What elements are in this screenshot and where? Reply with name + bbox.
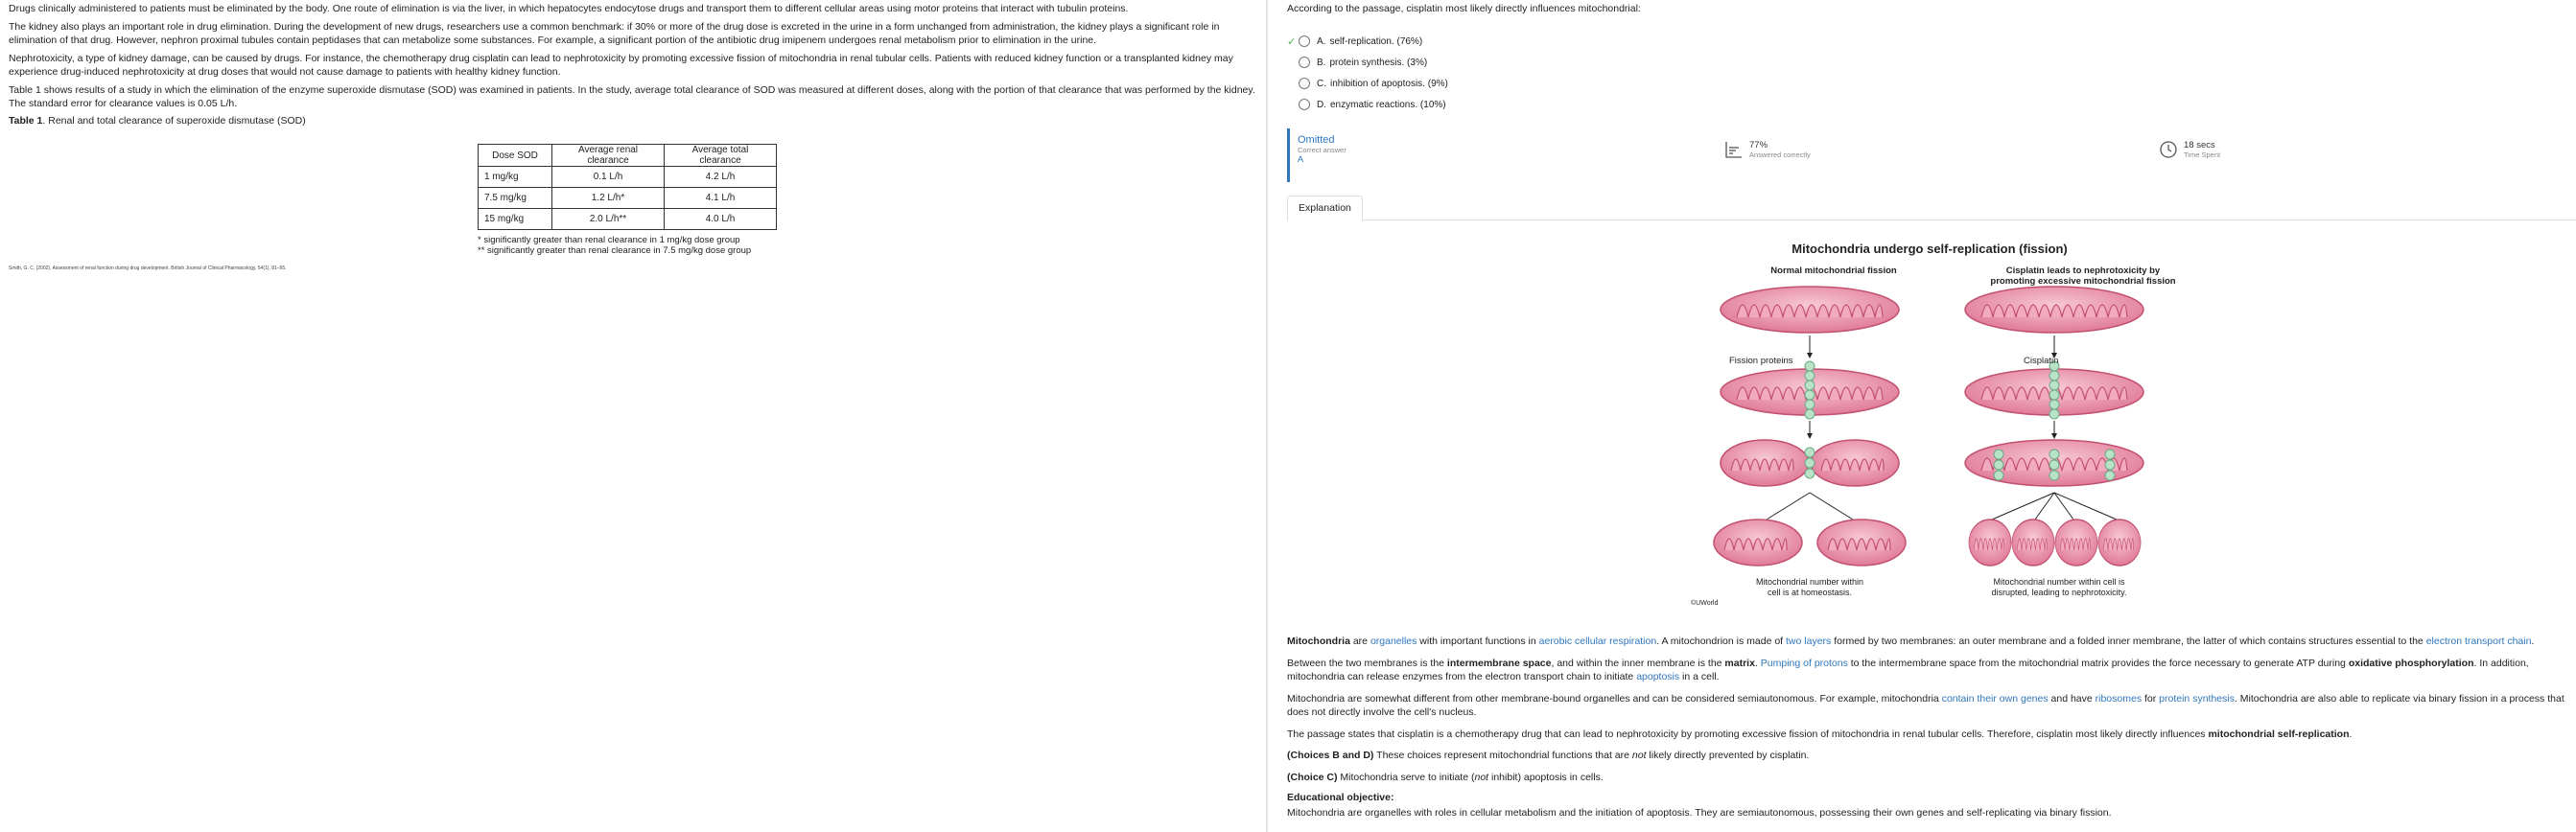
passage-pane: [0, 0, 1266, 832]
mitochondria-figure: [1287, 242, 2572, 635]
passage-paragraph: Drugs clinically administered to patients must be eliminated by the body. One route of elimination is via the liver, in which hepatocytes endocytose drugs and transport them to different cellular areas using motor proteins that interact with tubulin proteins.: [9, 3, 1129, 14]
link-aerobic-respiration[interactable]: aerobic cellular respiration: [1538, 636, 1657, 647]
clearance-table: [478, 144, 777, 230]
figure-title: Mitochondria undergo self-replication (fission): [1791, 242, 2068, 256]
table-header-cell: Average renal clearance: [552, 145, 665, 167]
left-column-title: Normal mitochondrial fission: [1770, 266, 1897, 276]
fragmented-mitochondria: [1969, 520, 2141, 566]
table-header-row: [479, 145, 777, 167]
radio-button[interactable]: [1299, 57, 1310, 68]
explanation-body: [1287, 635, 2572, 820]
link-ribosomes[interactable]: ribosomes: [2095, 692, 2143, 705]
time-label: Time Spent: [2184, 150, 2221, 159]
time-value: 18 secs: [2184, 140, 2215, 150]
table-cell: 1 mg/kg: [479, 167, 552, 188]
choice-letter: D.: [1317, 99, 1326, 110]
choice-text: enzymatic reactions. (10%): [1330, 99, 1446, 110]
normal-mitochondrion-1: [1721, 287, 1899, 333]
choice-text: protein synthesis. (3%): [1329, 57, 1428, 68]
choice-c[interactable]: [1287, 73, 2576, 94]
cisplatin-label: Cisplatin: [2024, 356, 2059, 366]
choice-d[interactable]: [1287, 94, 2576, 115]
clock-icon: [2159, 140, 2178, 159]
right-caption: Mitochondrial number within cell is disrupted, leading to nephrotoxicity.: [1991, 577, 2127, 597]
cisplatin-mitochondrion-1: [1965, 287, 2143, 333]
table-footnotes: [478, 235, 1257, 256]
explanation-paragraph: Mitochondria are organelles with important functions in aerobic cellular respiration. A mitochondrion is made of two layers formed by two membranes: an outer membrane and a folded inner membrane, the latter of which contains structures essential to the electron transport chain.: [1287, 636, 2535, 647]
table-caption-label: Table 1: [9, 115, 43, 127]
answer-status: [1298, 134, 1347, 164]
choice-letter: B.: [1317, 57, 1326, 68]
table-row: [479, 188, 777, 209]
right-title-line: Cisplatin leads to nephrotoxicity by: [2005, 266, 2161, 276]
table-cell: 15 mg/kg: [479, 209, 552, 230]
check-icon: ✓: [1287, 35, 1297, 48]
right-title-line: promoting excessive mitochondrial fission: [1990, 276, 2176, 287]
constricting-mitochondrion: [1721, 440, 1899, 486]
tab-bar: [1287, 196, 2576, 220]
table-cell: 7.5 mg/kg: [479, 188, 552, 209]
citation: Smith, G. C. (2002). Assessment of renal function during drug development. British Journal of Clinical Pharmacology, 54(1), 81–95.: [9, 266, 287, 271]
table-caption-text: . Renal and total clearance of superoxide dismutase (SOD): [42, 115, 306, 127]
percent-label: Answered correctly: [1749, 150, 1811, 159]
choice-text: inhibition of apoptosis. (9%): [1330, 78, 1448, 89]
time-spent-stat: [2159, 140, 2220, 159]
table-cell: 0.1 L/h: [552, 167, 665, 188]
explanation-paragraph: Between the two membranes is the intermembrane space, and within the inner membrane is the matrix. Pumping of protons to the intermembrane space from the mitochondrial matrix provides the force necessary to generate ATP during oxidative phosphorylation. In addition, mitochondria can release enzymes from the electron transport chain to initiate apoptosis in a cell.: [1287, 657, 2529, 682]
table-cell: 4.2 L/h: [665, 167, 777, 188]
status-label: Omitted: [1298, 134, 1335, 146]
footnote: ** significantly greater than renal clearance in 7.5 mg/kg dose group: [478, 245, 752, 256]
passage-paragraph: Table 1 shows results of a study in which the elimination of the enzyme superoxide dismutase (SOD) was examined in patients. In the study, average total clearance of SOD was measured at different doses, along with the portion of that clearance that was performed by the kidney. The standard error for clearance values is 0.05 L/h.: [9, 84, 1255, 109]
correct-answer-label: Correct answer: [1298, 146, 1347, 154]
link-apoptosis[interactable]: apoptosis: [1636, 671, 1680, 682]
table-cell: 4.0 L/h: [665, 209, 777, 230]
choice-a[interactable]: [1287, 31, 2576, 52]
fission-proteins-label: Fission proteins: [1729, 356, 1793, 366]
correct-answer-value: A: [1298, 154, 1304, 164]
link-protein-synthesis[interactable]: protein synthesis: [2159, 692, 2235, 705]
link-pumping-protons[interactable]: Pumping of protons: [1760, 657, 1848, 669]
explanation-paragraph: (Choice C) Mitochondria serve to initiate (not inhibit) apoptosis in cells.: [1287, 771, 1604, 783]
bar-chart-icon: [1724, 140, 1744, 159]
link-electron-transport-chain[interactable]: electron transport chain: [2425, 636, 2532, 647]
question-pane: [1268, 0, 2576, 832]
choice-letter: A.: [1317, 35, 1326, 47]
educational-objective-title: Educational objective:: [1287, 792, 1394, 803]
copyright-text: ©UWorld: [1691, 600, 1719, 607]
table-cell: 2.0 L/h**: [552, 209, 665, 230]
choice-b[interactable]: [1287, 52, 2576, 73]
table-caption: [9, 115, 1257, 127]
radio-button[interactable]: [1299, 78, 1310, 89]
tab-explanation[interactable]: Explanation: [1287, 196, 1363, 221]
table-cell: 1.2 L/h*: [552, 188, 665, 209]
passage-paragraph: Nephrotoxicity, a type of kidney damage, can be caused by drugs. For instance, the chemotherapy drug cisplatin can lead to nephrotoxicity by promoting excessive fission of mitochondria in renal tubular cells. Patients with reduced kidney function or a transplanted kidney may experience drug-induced nephrotoxicity at drug doses that would not cause damage to patients with healthy kidney function.: [9, 53, 1233, 78]
stats-bar: [1287, 128, 2576, 182]
link-organelles[interactable]: organelles: [1370, 636, 1417, 647]
link-two-layers[interactable]: two layers: [1786, 636, 1832, 647]
choice-letter: C.: [1317, 78, 1326, 89]
percent-correct-stat: [1724, 140, 1811, 159]
daughter-mitochondria: [1714, 520, 1906, 566]
footnote: * significantly greater than renal clearance in 1 mg/kg dose group: [478, 235, 740, 245]
excessive-fission-mitochondrion: [1965, 440, 2143, 486]
explanation-paragraph: Mitochondria are somewhat different from other membrane-bound organelles and can be considered semiautonomous. For example, mitochondria contain their own genes and have ribosomes for protein synthesis. Mitochondria are also able to replicate via binary fission in a process that does not directly involve the cell's nucleus.: [1287, 692, 2564, 718]
explanation-paragraph: (Choices B and D) These choices represent mitochondrial functions that are not likely directly prevented by cisplatin.: [1287, 750, 1810, 761]
radio-button[interactable]: [1299, 35, 1310, 47]
table-row: [479, 167, 777, 188]
explanation-paragraph: The passage states that cisplatin is a chemotherapy drug that can lead to nephrotoxicity by promoting excessive fission of mitochondria in renal tubular cells. Therefore, cisplatin most likely directly influences mitochondrial self-replication.: [1287, 728, 2353, 740]
educational-objective-text: Mitochondria are organelles with roles in cellular metabolism and the initiation of apoptosis. They are semiautonomous, possessing their own genes and self-replicating via binary fission.: [1287, 806, 2112, 819]
choice-text: self-replication. (76%): [1329, 35, 1423, 47]
link-own-genes[interactable]: contain their own genes: [1941, 692, 2049, 705]
question-stem: According to the passage, cisplatin most likely directly influences mitochondrial:: [1287, 3, 1641, 14]
table-row: [479, 209, 777, 230]
fission-diagram: [1287, 242, 2572, 635]
radio-button[interactable]: [1299, 99, 1310, 110]
table-container: [478, 144, 1257, 230]
table-cell: 4.1 L/h: [665, 188, 777, 209]
table-header-cell: Average total clearance: [665, 145, 777, 167]
table-header-cell: Dose SOD: [479, 145, 552, 167]
passage-paragraph: The kidney also plays an important role in drug elimination. During the development of new drugs, researchers use a common benchmark: if 30% or more of the drug dose is excreted in the urine in a form unchanged from administration, the kidney plays a significant role in elimination of that drug. However, nephron proximal tubules contain peptidases that can metabolize some substances. For example, a significant portion of the antibiotic drug imipenem undergoes renal metabolism prior to elimination in the urine.: [9, 21, 1220, 46]
left-caption: Mitochondrial number within cell is at homeostasis.: [1755, 577, 1864, 597]
percent-value: 77%: [1749, 140, 1768, 150]
answer-choices: [1287, 31, 2576, 115]
